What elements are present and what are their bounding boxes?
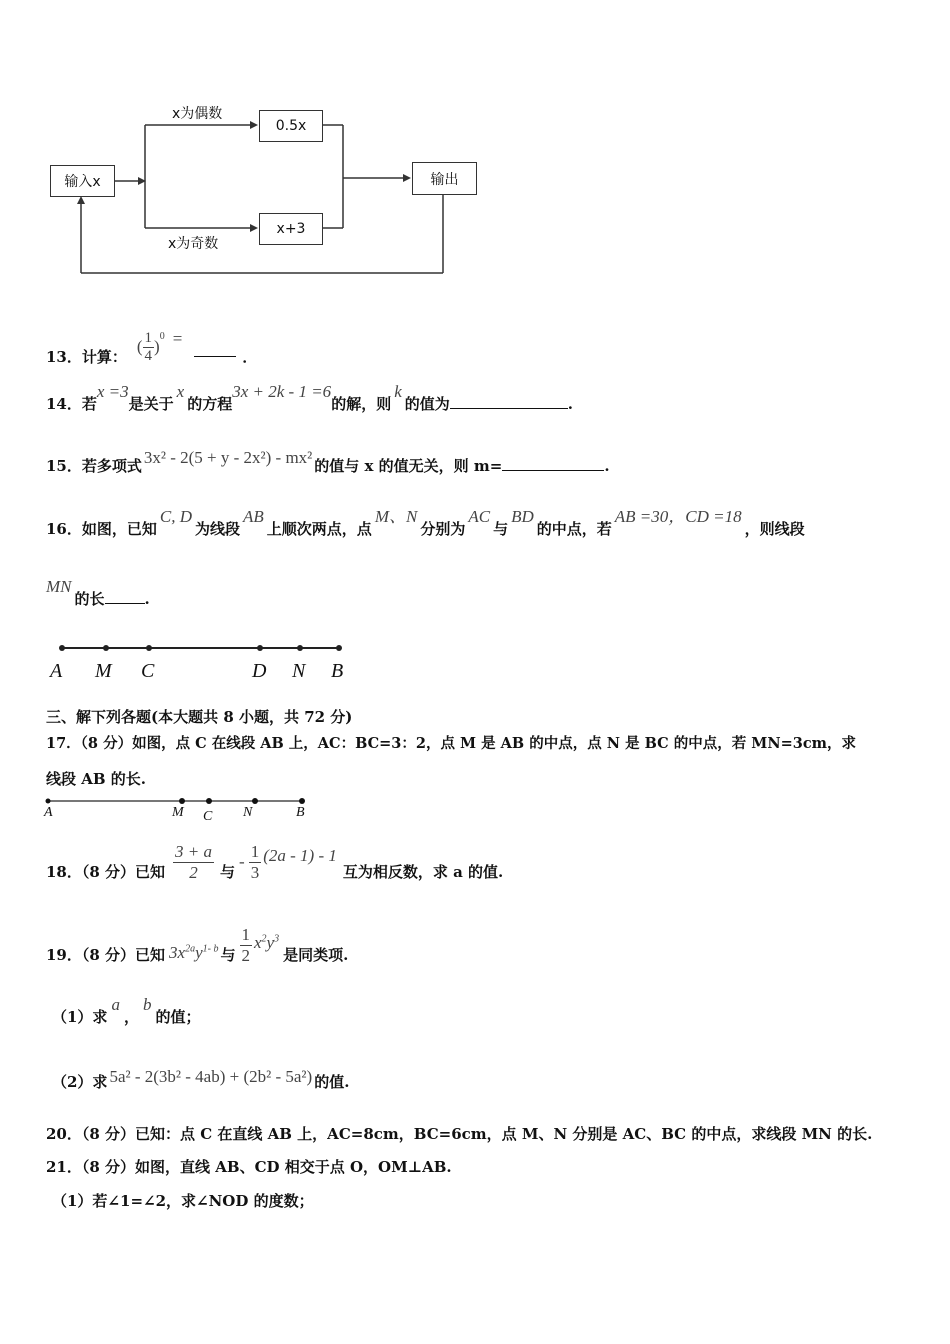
fig16-segment — [40, 638, 360, 658]
fig16-point-B — [336, 645, 342, 651]
q14-math-3: 3x + 2k - 1 =6 — [232, 382, 332, 401]
fig17-point-N — [252, 798, 258, 804]
fig16-point-A — [59, 645, 65, 651]
output-label: 输出 — [430, 171, 459, 188]
question-15: 15．若多项式 3x² - 2(5 + y - 2x²) - mx² 的值与 x 的值无关，则 m= . — [46, 448, 610, 475]
fig17-point-A — [46, 799, 51, 804]
fig17-point-B — [299, 798, 305, 804]
question-21: 21．（8 分）如图，直线 AB、CD 相交于点 O，OM⊥AB. — [46, 1158, 452, 1176]
fig17-label-B: B — [296, 805, 305, 820]
question-16: 16．如图，已知C, D为线段AB上顺次两点，点M、N分别为AC与BD的中点，若AB =30，CD =18，则线段 — [46, 507, 805, 538]
fig17-label-N: N — [243, 805, 253, 820]
fig16-label-N: N — [292, 660, 306, 682]
q14-math-2: x — [176, 382, 185, 401]
fig17-label-M: M — [172, 805, 184, 820]
q18-fraction-1: $\frac{3 + a}{2}$ — [175, 841, 213, 882]
fig17-label-C: C — [203, 809, 213, 824]
fig16-point-M — [103, 645, 109, 651]
question-17-line1: 17．（8 分）如图，点 C 在线段 AB 上，AC：BC=3：2，点 M 是 AB 的中点，点 N 是 BC 的中点，若 MN=3cm，求 — [46, 735, 857, 752]
even-op-box — [259, 110, 323, 142]
question-19-part-1: （1）求a，b的值； — [52, 995, 201, 1026]
q18-fraction-2: $\frac{1}{3}$ — [250, 841, 260, 882]
fig16-point-N — [297, 645, 303, 651]
odd-op-label: x+3 — [276, 221, 306, 237]
fig16-point-D — [257, 645, 263, 651]
odd-op-box — [259, 213, 323, 245]
question-16-cont: MN的长 . — [46, 577, 150, 608]
q13-label: 13．计算： — [46, 347, 127, 366]
fig16-label-M: M — [95, 660, 112, 682]
section-3-title: 三、解下列各题(本大题共 8 小题，共 72 分) — [46, 708, 353, 726]
question-14: 14．若x =3是关于x的方程3x + 2k - 1 =6的解，则k的值为 . — [46, 382, 573, 413]
flowchart-lines — [0, 0, 950, 290]
input-label: 输入x — [64, 174, 101, 190]
question-21-part-1: （1）若∠1=∠2，求∠NOD 的度数； — [52, 1192, 314, 1210]
question-17-line2: 线段 AB 的长. — [46, 770, 146, 788]
q13-fraction: $\frac{1}{4}$ — [144, 329, 153, 364]
q19-fraction: $\frac{1}{2}$ — [241, 924, 250, 965]
odd-condition-label: x为奇数 — [168, 236, 219, 252]
q16-answer-blank — [105, 603, 145, 604]
q19-part-2-math: 5a² - 2(3b² - 4ab) + (2b² - 5a²) — [109, 1067, 313, 1086]
fig17-point-C — [206, 798, 212, 804]
q19-term-1: $3x^{2a}y^{1- b}$ — [169, 943, 219, 962]
q13-answer-blank — [194, 356, 236, 357]
even-condition-label: x为偶数 — [172, 106, 223, 122]
q18-math: (2a - 1) - 1 — [263, 846, 337, 865]
q15-answer-blank — [502, 470, 604, 471]
question-18: 18．（8 分）已知 $\frac{3 + a}{2}$ 与 - $\frac{1}{3}$ (2a - 1) - 1 互为相反数，求 a 的值. — [46, 841, 504, 882]
question-19-part-2: （2）求 5a² - 2(3b² - 4ab) + (2b² - 5a²) 的值. — [52, 1067, 350, 1091]
input-box — [50, 165, 115, 197]
question-20: 20．（8 分）已知：点 C 在直线 AB 上，AC=8cm，BC=6cm，点 M、N 分别是 AC、BC 的中点，求线段 MN 的长. — [46, 1125, 873, 1143]
fig16-label-C: C — [141, 660, 155, 682]
q14-math-4: k — [394, 382, 402, 401]
question-13: 13．计算： ( $\frac{1}{4}$ ) $^0$ = ． — [46, 329, 258, 366]
q19-term-2: $x^2y^3$ — [254, 933, 280, 952]
q14-math-1: x =3 — [96, 382, 129, 401]
fig16-label-D: D — [252, 660, 267, 682]
fig16-label-B: B — [331, 660, 344, 682]
fig17-label-A: A — [44, 805, 53, 820]
output-box — [412, 162, 477, 195]
question-19: 19．（8 分）已知 $3x^{2a}y^{1- b}$ 与 $\frac{1}{2}$ $x^2y^3$ 是同类项. — [46, 924, 349, 965]
even-op-label: 0.5x — [275, 118, 307, 134]
q14-answer-blank — [450, 408, 568, 409]
q15-math: 3x² - 2(5 + y - 2x²) - mx² — [143, 448, 313, 467]
fig16-label-A: A — [50, 660, 63, 682]
fig17-point-M — [179, 798, 185, 804]
fig16-point-C — [146, 645, 152, 651]
q13-expression: ( $\frac{1}{4}$ ) $^0$ = — [136, 329, 183, 364]
